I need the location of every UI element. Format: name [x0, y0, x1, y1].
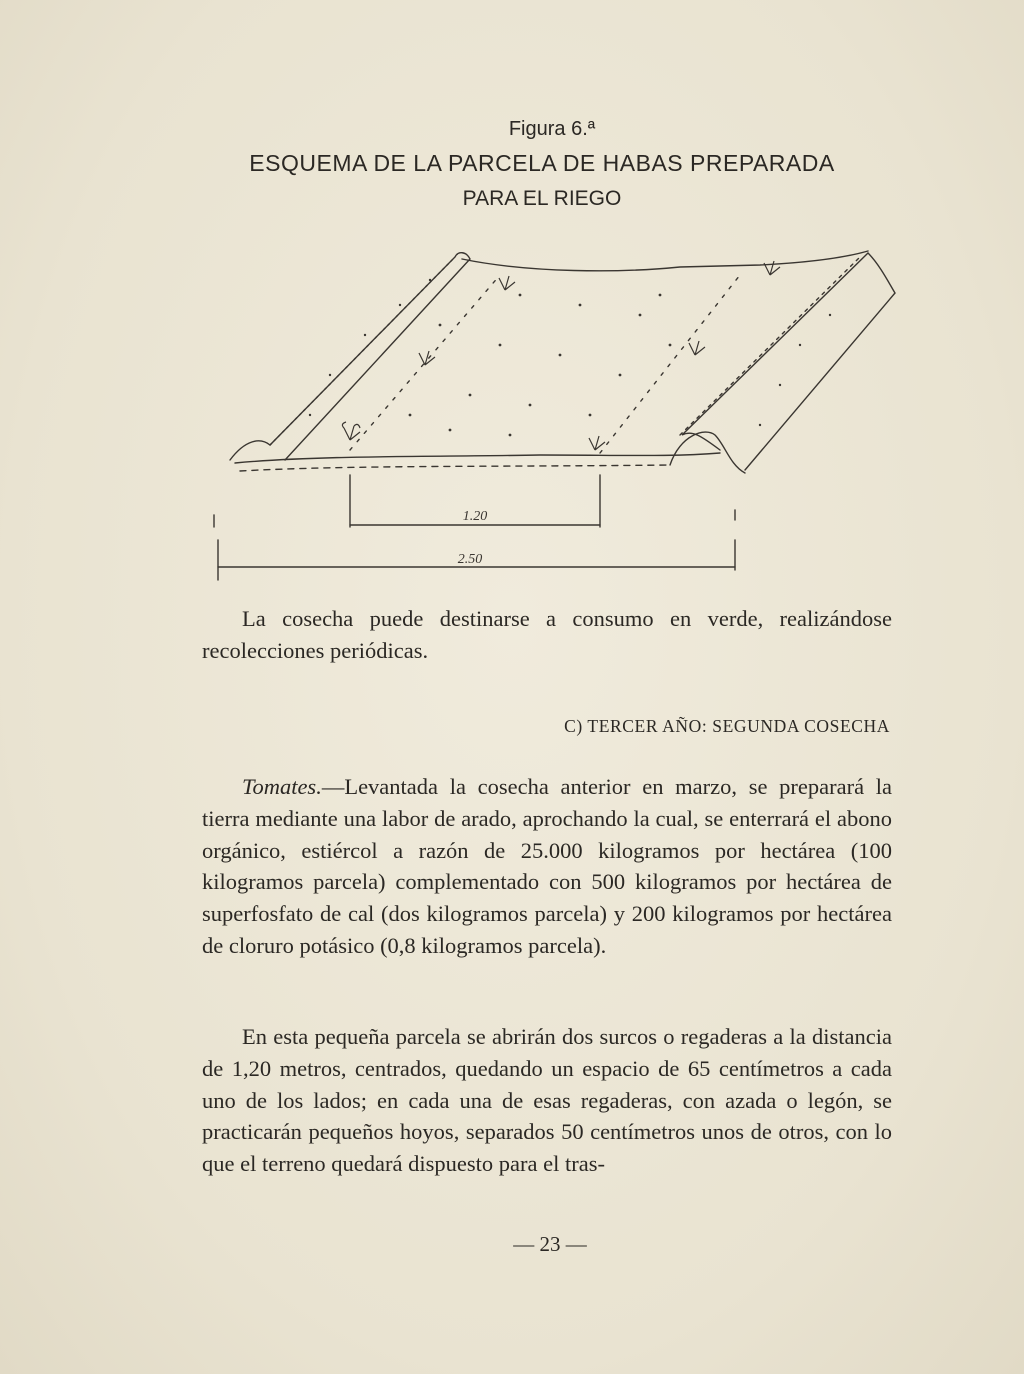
back-edge — [462, 251, 868, 271]
paragraph-2-lead: Tomates. — [242, 774, 322, 799]
plant-4 — [589, 436, 605, 450]
front-edge — [235, 453, 720, 463]
page-number: — 23 — — [513, 1232, 587, 1256]
paragraph-2-text: —Levantada la cosecha anterior en marzo, se preparará la tierra mediante una labor de arado, aprochando la cual, se enterrará el abono orgánico, estiércol a razón de 25.000 kilogramos por hectárea (100 kilogramos parcela) complementado con 500 kilogramos por hectárea de superfosfato de cal (dos kilogramos parcela) y 200 kilogramos por hectárea de cloruro potásico (0,8 kilogramos parcela). — [202, 774, 892, 958]
paragraph-1-text: La cosecha puede destinarse a consumo en verde, realizándose recolecciones periódicas. — [202, 606, 892, 663]
left-ridge — [230, 253, 470, 460]
furrow-right — [600, 275, 740, 453]
paragraph-3 — [202, 1021, 892, 1180]
figure-number: Figura 6.ª — [508, 118, 596, 140]
plant-3 — [499, 276, 515, 290]
right-ridge — [682, 253, 895, 470]
dim-inner-label: 1.20 — [462, 509, 488, 524]
figure-title-line2: PARA EL RIEGO — [462, 187, 622, 210]
dim-outer-label: 2.50 — [457, 552, 483, 567]
furrow-left — [350, 275, 500, 450]
paragraph-2 — [202, 771, 892, 962]
figure-title-line1: ESQUEMA DE LA PARCELA DE HABAS PREPARADA — [249, 150, 835, 176]
paragraph-3-text: En esta pequeña parcela se abrirán dos surcos o regaderas a la distancia de 1,20 metros, centrados, quedando un espacio de 65 centímetros a cada uno de los lados; en cada una de esas regaderas, con azada o legón, se practicarán pequeños hoyos, separados 50 centímetros unos de otros, con lo que el terreno quedará dispuesto para el tras- — [202, 1024, 892, 1177]
paragraph-1 — [202, 603, 892, 667]
plant-1 — [342, 422, 360, 440]
section-heading: C) TERCER AÑO: SEGUNDA COSECHA — [564, 716, 890, 736]
plant-5 — [689, 341, 705, 355]
plant-2 — [419, 351, 435, 365]
plant-6 — [764, 261, 780, 275]
plot-diagram — [200, 235, 920, 595]
